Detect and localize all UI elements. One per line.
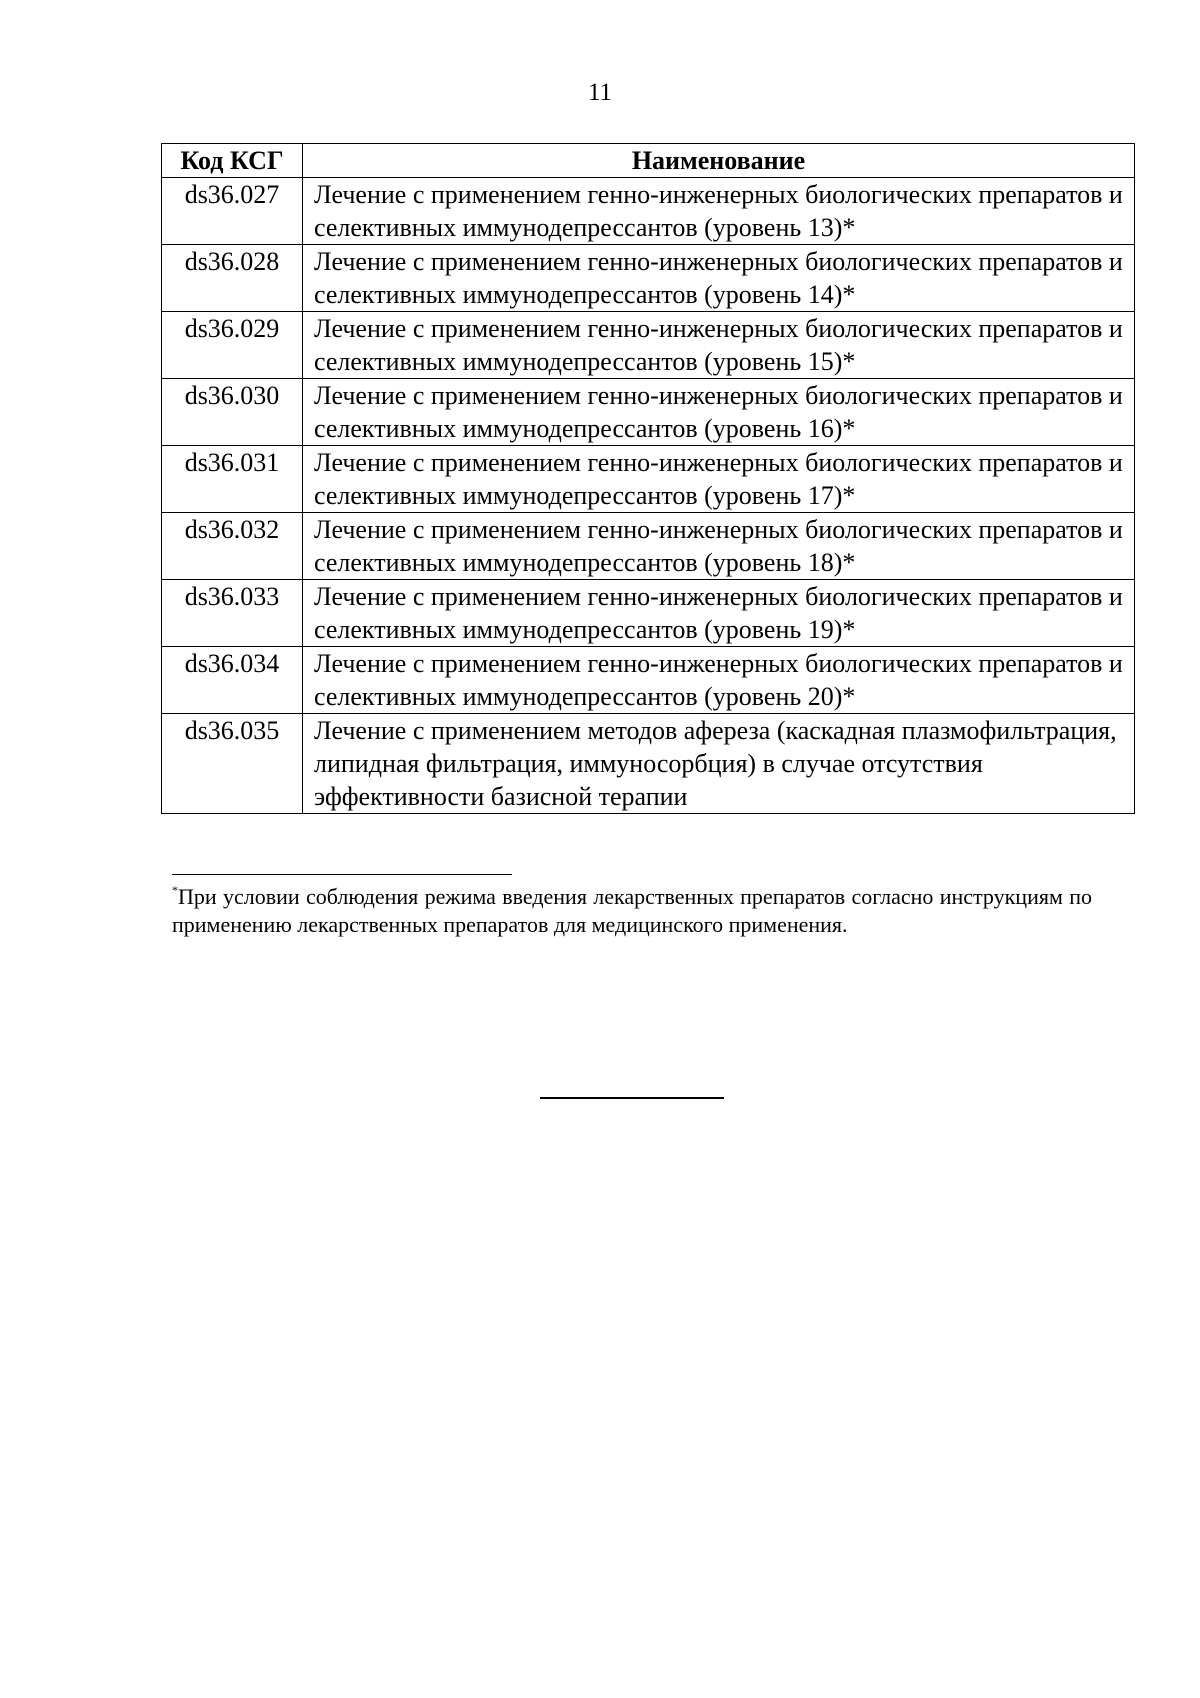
ksg-name-cell: Лечение с применением генно-инженерных биологических препаратов и селективных иммунодепрессантов (уровень 17)*	[303, 446, 1135, 513]
footnote-separator	[172, 874, 512, 875]
table-row	[162, 714, 1135, 814]
ksg-code-cell: ds36.031	[162, 446, 303, 513]
ksg-name-cell: Лечение с применением генно-инженерных биологических препаратов и селективных иммунодепрессантов (уровень 13)*	[303, 178, 1135, 245]
header-code: Код КСГ	[162, 144, 303, 178]
ksg-name-cell: Лечение с применением методов афереза (каскадная плазмофильтрация, липидная фильтрация, иммуносорбция) в случае отсутствия эффективности базисной терапии	[303, 714, 1135, 814]
ksg-code-cell: ds36.027	[162, 178, 303, 245]
table-row	[162, 513, 1135, 580]
ksg-code-cell: ds36.028	[162, 245, 303, 312]
table-header-row	[162, 144, 1135, 178]
ksg-name-cell: Лечение с применением генно-инженерных биологических препаратов и селективных иммунодепрессантов (уровень 16)*	[303, 379, 1135, 446]
ksg-code-cell: ds36.032	[162, 513, 303, 580]
table-row	[162, 379, 1135, 446]
ksg-code-cell: ds36.033	[162, 580, 303, 647]
ksg-code-cell: ds36.029	[162, 312, 303, 379]
footnote	[172, 883, 1092, 939]
ksg-table	[161, 143, 1135, 814]
table-row	[162, 178, 1135, 245]
footnote-marker: *	[172, 883, 178, 897]
footnote-text: При условии соблюдения режима введения лекарственных препаратов согласно инструкциям по применению лекарственных препаратов для медицинского применения.	[172, 884, 1092, 937]
ksg-code-cell: ds36.034	[162, 647, 303, 714]
table-row	[162, 580, 1135, 647]
page-number: 11	[587, 79, 613, 106]
table-row	[162, 245, 1135, 312]
ksg-name-cell: Лечение с применением генно-инженерных биологических препаратов и селективных иммунодепрессантов (уровень 14)*	[303, 245, 1135, 312]
ksg-name-cell: Лечение с применением генно-инженерных биологических препаратов и селективных иммунодепрессантов (уровень 20)*	[303, 647, 1135, 714]
ksg-name-cell: Лечение с применением генно-инженерных биологических препаратов и селективных иммунодепрессантов (уровень 18)*	[303, 513, 1135, 580]
table-row	[162, 312, 1135, 379]
header-name: Наименование	[303, 144, 1135, 178]
end-of-document-rule	[540, 1097, 724, 1099]
ksg-name-cell: Лечение с применением генно-инженерных биологических препаратов и селективных иммунодепрессантов (уровень 19)*	[303, 580, 1135, 647]
ksg-code-cell: ds36.035	[162, 714, 303, 814]
table-row	[162, 446, 1135, 513]
ksg-name-cell: Лечение с применением генно-инженерных биологических препаратов и селективных иммунодепрессантов (уровень 15)*	[303, 312, 1135, 379]
table-row	[162, 647, 1135, 714]
ksg-code-cell: ds36.030	[162, 379, 303, 446]
